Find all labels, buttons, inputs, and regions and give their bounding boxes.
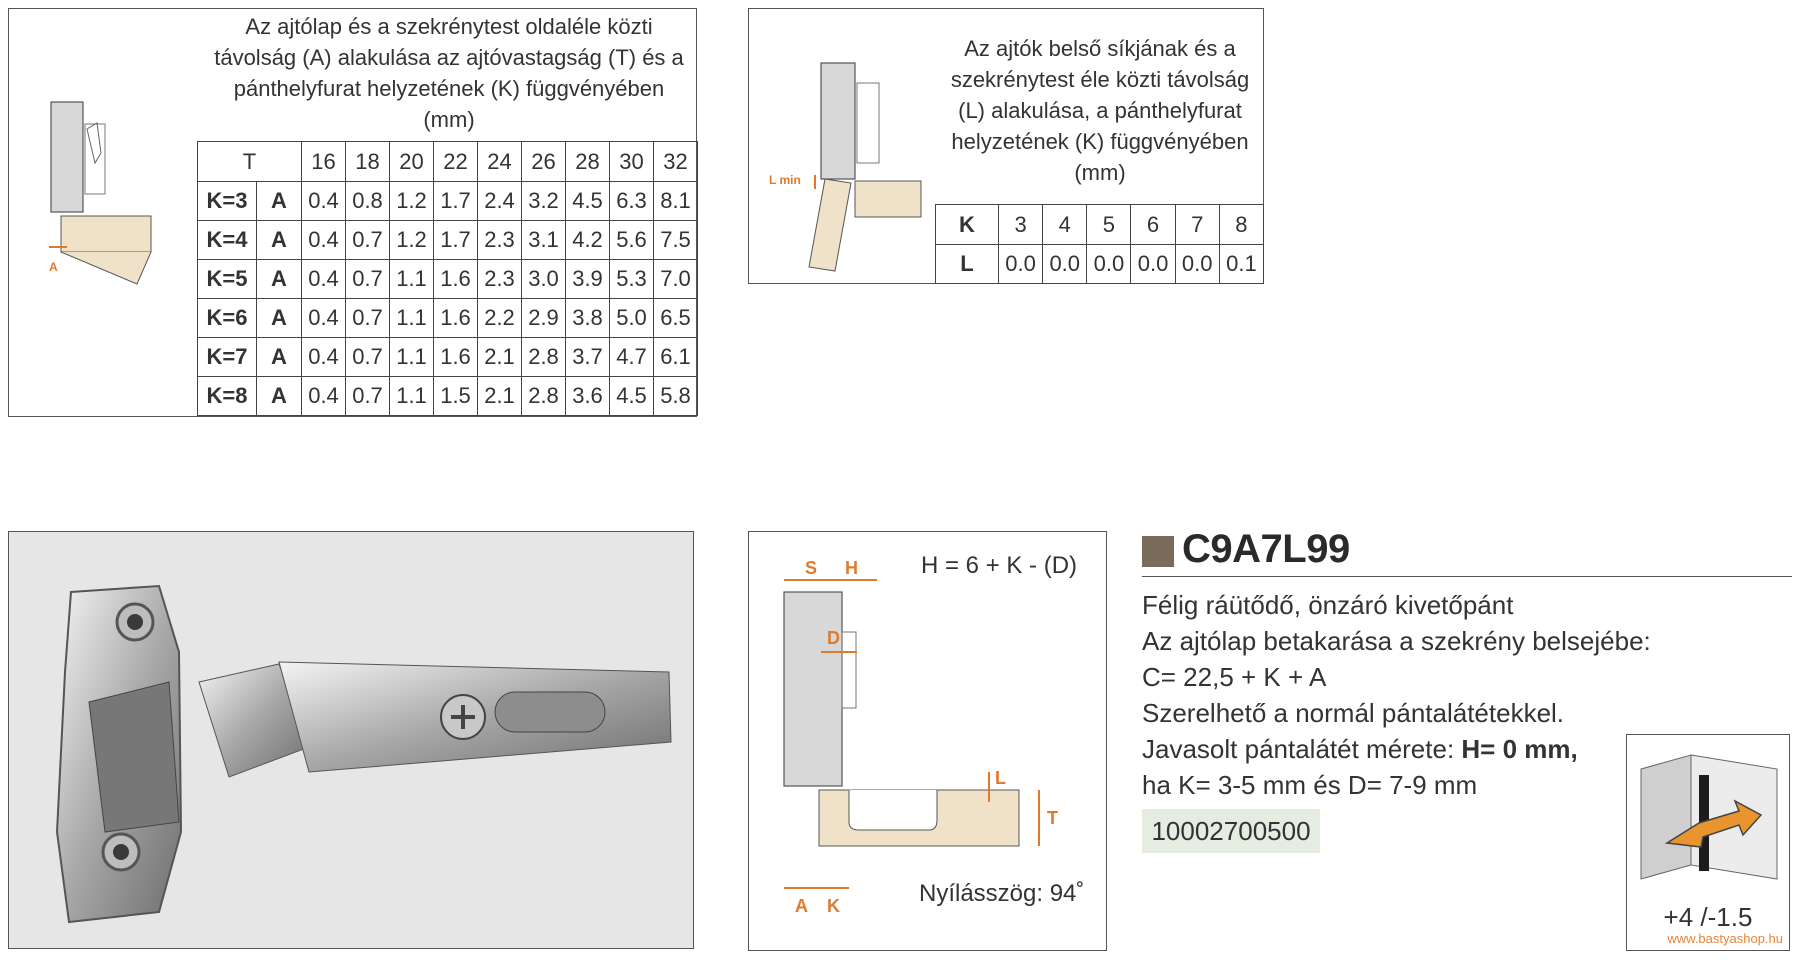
door-offset-diagram (9, 9, 199, 416)
table-row: K=8 A 0.4 0.7 1.1 1.5 2.1 2.8 3.6 4.5 5.8 (198, 377, 698, 416)
product-description-line: Az ajtólap betakarása a szekrény belsejébe: (1142, 626, 1651, 656)
title-divider (1142, 576, 1792, 577)
table-row: K=3 A 0.4 0.8 1.2 1.7 2.4 3.2 4.5 6.3 8.1 (198, 182, 698, 221)
table-a-panel (8, 8, 697, 417)
table-a-caption: Az ajtólap és a szekrénytest oldaléle közti távolság (A) alakulása az ajtóvastagság (T) és a pánthelyfurat helyzetének (K) függvényében (mm) (214, 14, 684, 132)
t-value: 32 (654, 142, 698, 182)
t-value: 28 (566, 142, 610, 182)
recommended-condition: ha K= 3-5 mm és D= 7-9 mm (1142, 770, 1478, 800)
table-row: K=4 A 0.4 0.7 1.2 1.7 2.3 3.1 4.2 5.6 7.5 (198, 221, 698, 260)
product-description-line: Félig ráütődő, önzáró kivetőpánt (1142, 590, 1514, 620)
formula-text: H = 6 + K - (D) (921, 552, 1078, 579)
label-l: L (995, 768, 1006, 788)
t-value: 26 (522, 142, 566, 182)
t-value: 16 (302, 142, 346, 182)
diagram-lmin-label: L min (769, 173, 801, 187)
watermark: www.bastyashop.hu (1667, 931, 1783, 946)
t-value: 24 (478, 142, 522, 182)
adjustment-panel (1626, 734, 1790, 951)
product-description-line: C= 22,5 + K + A (1142, 662, 1327, 692)
opening-angle: Nyílásszög: 94˚ (919, 880, 1085, 907)
hinge-illustration (9, 532, 693, 948)
diagram-a-label: A (49, 260, 58, 274)
table-l: K 3 4 5 6 7 8 L 0.0 0.0 0.0 0.0 0.0 0.1 (935, 204, 1264, 284)
table-l-panel (748, 8, 1264, 284)
adjustment-range: +4 /-1.5 (1663, 902, 1753, 932)
t-value: 18 (346, 142, 390, 182)
label-k: K (827, 896, 840, 916)
label-d: D (827, 628, 840, 648)
label-t: T (1047, 808, 1058, 828)
label-h: H (845, 558, 858, 578)
recommended-spacer: Javasolt pántalátét mérete: H= 0 mm, (1142, 734, 1578, 764)
label-a: A (795, 896, 808, 916)
product-code: C9A7L99 (1182, 527, 1350, 571)
table-row: L 0.0 0.0 0.0 0.0 0.0 0.1 (936, 245, 1264, 284)
label-s: S (805, 558, 818, 578)
table-a (197, 141, 698, 416)
table-row: K=5 A 0.4 0.7 1.1 1.6 2.3 3.0 3.9 5.3 7.0 (198, 260, 698, 299)
hinge-photo (8, 531, 694, 949)
l-header: L (936, 245, 999, 284)
t-value: 20 (390, 142, 434, 182)
table-l-caption: Az ajtók belső síkjának és a szekrénytest éle közti távolság (L) alakulása, a pánthelyfurat helyzetének (K) függvényében (mm) (950, 36, 1250, 185)
t-header: T (198, 142, 302, 182)
adjustment-cube-icon (1627, 735, 1789, 885)
door-inner-plane-diagram (749, 9, 936, 283)
product-description-line: Szerelhető a normál pántalátétekkel. (1142, 698, 1565, 728)
article-number: 10002700500 (1142, 809, 1320, 853)
table-row: K=6 A 0.4 0.7 1.1 1.6 2.2 2.9 3.8 5.0 6.5 (198, 299, 698, 338)
table-row: K=7 A 0.4 0.7 1.1 1.6 2.1 2.8 3.7 4.7 6.1 (198, 338, 698, 377)
product-title-square (1142, 536, 1174, 567)
t-value: 22 (434, 142, 478, 182)
t-value: 30 (610, 142, 654, 182)
dimension-diagram-panel (748, 531, 1107, 951)
k-header: K (936, 205, 999, 245)
